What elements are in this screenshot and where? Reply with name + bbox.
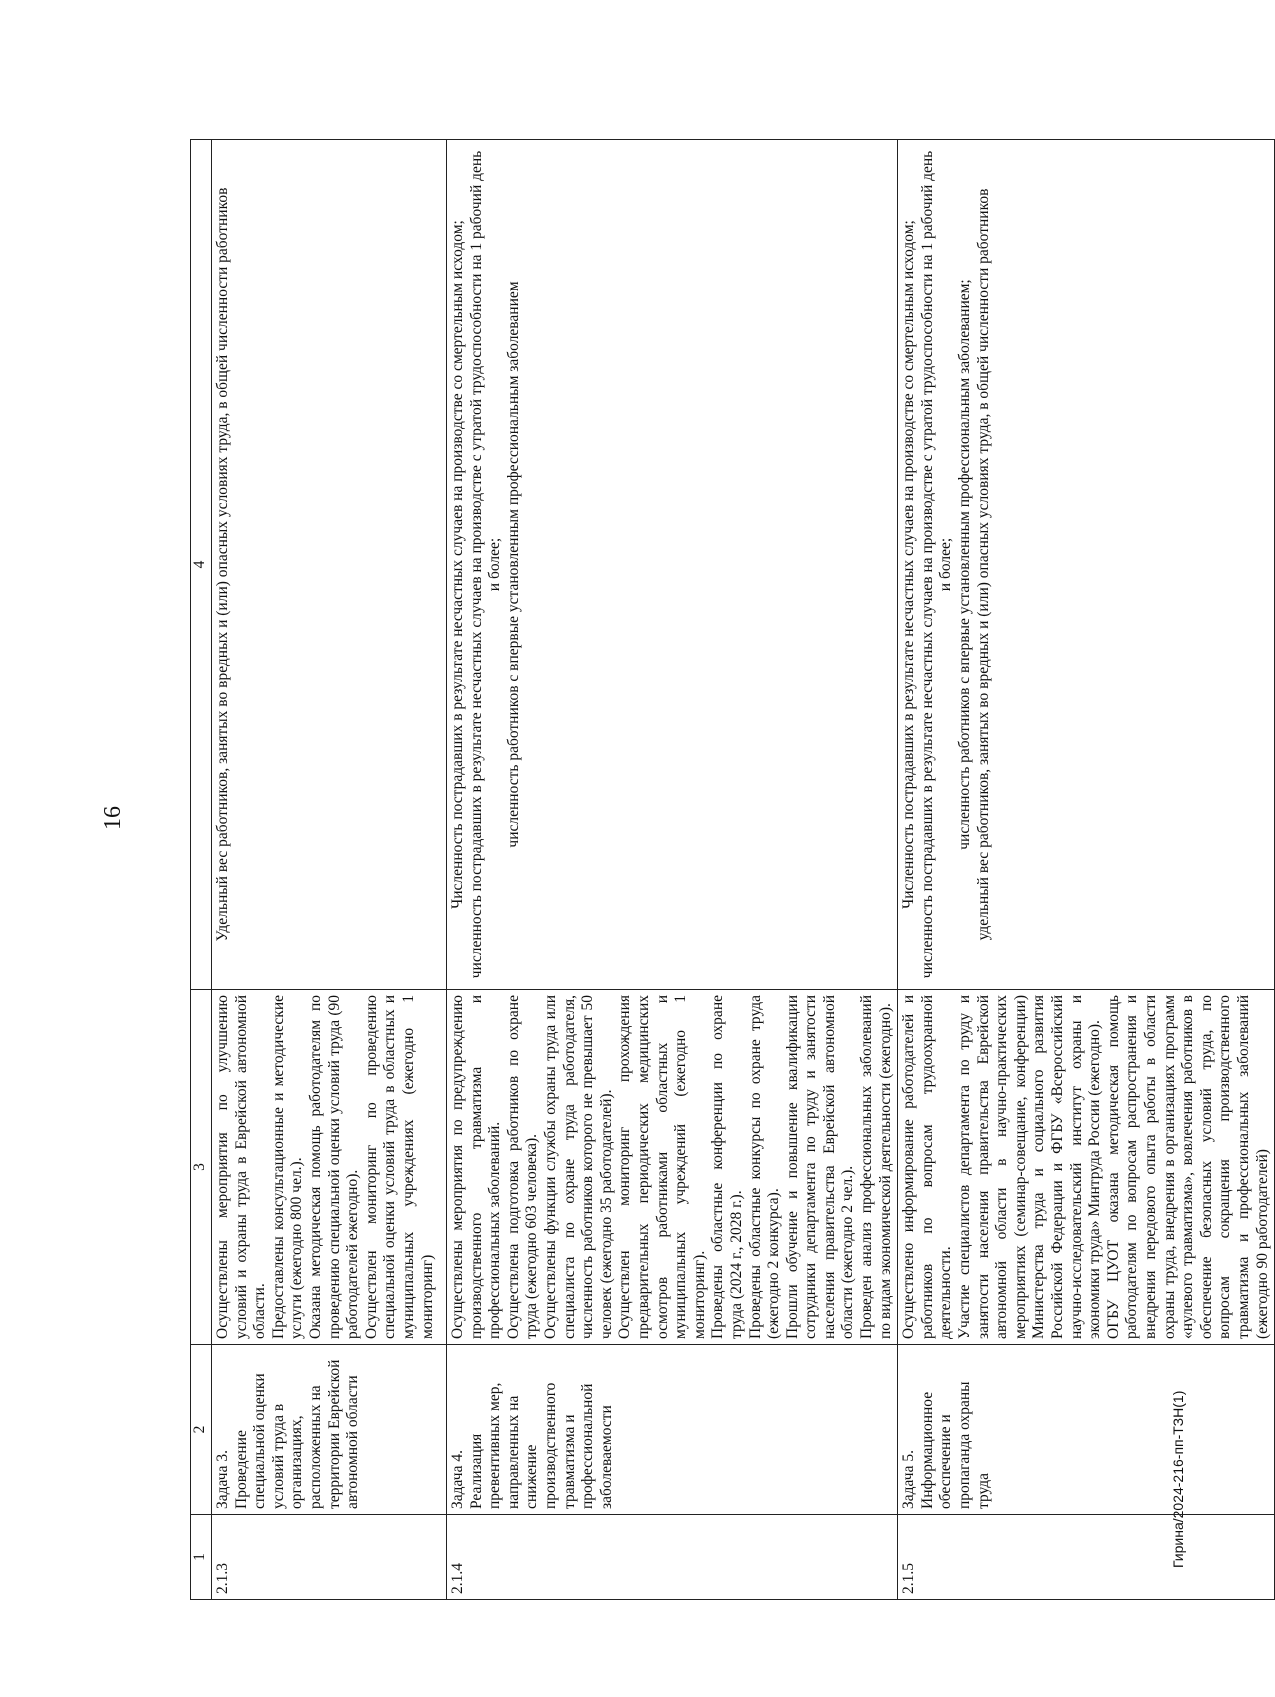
action-item: Проведен анализ профессиональных заболеваний по видам экономической деятельности (ежегодно). bbox=[858, 995, 894, 1339]
header-cell-1: 1 bbox=[191, 1515, 212, 1600]
indicator-item: Численность пострадавших в результате несчастных случаев на производстве со смертельным исходом; bbox=[900, 220, 918, 909]
row-number: 2.1.4 bbox=[447, 1515, 898, 1600]
action-item: Осуществлен мониторинг по проведению специальной оценки условий труда в областных и муниципальных учреждениях (ежегодно 1 мониторинг) bbox=[362, 995, 436, 1339]
program-table bbox=[190, 139, 1275, 1600]
page-number: 16 bbox=[100, 806, 126, 830]
indicator-item: Численность пострадавших в результате несчастных случаев на производстве со смертельным исходом; bbox=[449, 220, 466, 909]
indicator-item: численность работников с впервые установленным профессиональным заболеванием bbox=[504, 281, 522, 848]
table-body bbox=[212, 140, 1275, 1600]
action-item: Проведены областные конкурсы по охране труда (ежегодно 2 конкурса). bbox=[746, 995, 783, 1339]
task-label: Задача 5. bbox=[900, 1450, 918, 1509]
action-item: Осуществлены функции службы охраны труда или специалиста по охране труда работодателя, численность работников которого не превышает 50 человек (ежегодно 35 работодателей). bbox=[541, 995, 615, 1339]
task-cell bbox=[212, 1345, 447, 1515]
task-label: Задача 3. bbox=[214, 1450, 231, 1509]
actions-cell bbox=[898, 990, 1275, 1345]
action-item: Осуществлены мероприятия по предупреждению производственного травматизма и профессиональных заболеваний. bbox=[449, 995, 504, 1339]
table-row bbox=[212, 140, 447, 1600]
task-text: Проведение специальной оценки условий труда в организациях, расположенных на территории Еврейской автономной области bbox=[232, 1359, 362, 1509]
task-cell bbox=[898, 1345, 1275, 1515]
header-cell-3: 3 bbox=[191, 990, 212, 1345]
actions-cell bbox=[212, 990, 447, 1345]
table-row bbox=[447, 140, 898, 1600]
header-cell-4: 4 bbox=[191, 140, 212, 990]
task-text: Информационное обеспечение и пропаганда охраны труда bbox=[918, 1381, 992, 1509]
indicator-item: численность пострадавших в результате несчастных случаев на производстве с утратой трудоспособности на 1 рабочий день и более; bbox=[467, 150, 504, 979]
action-item: Участие специалистов департамента по труду и занятости населения правительства Еврейской автономной области в научно-практических мероприятиях (семинар-совещание, конференции) Министерства труда и социального развития Российской Федерации и ФГБУ «Всероссийский научно-исследовательский институт охраны и экономики труда» Минтруда России (ежегодно). bbox=[956, 995, 1104, 1339]
action-item: ОГБУ ЦУОТ оказана методическая помощь работодателям по вопросам распространения и внедрения передового опыта работы в области охраны труда, внедрения в организациях программ «нулевого травматизма», вовлечения работников в обеспечение безопасных условий труда, по вопросам сокращения производственного травматизма и профессиональных заболеваний (ежегодно 90 работодателей) bbox=[1104, 995, 1271, 1339]
indicators-cell bbox=[898, 140, 1275, 990]
indicators-cell bbox=[212, 140, 447, 990]
action-item: Осуществлен мониторинг прохождения предварительных периодических медицинских осмотров работниками областных и муниципальных учреждений (ежегодно 1 мониторинг). bbox=[616, 995, 708, 1339]
row-number: 2.1.3 bbox=[212, 1515, 447, 1600]
header-cell-2: 2 bbox=[191, 1345, 212, 1515]
indicator-item: удельный вес работников, занятых во вредных и (или) опасных условиях труда, в общей численности работников bbox=[974, 188, 992, 941]
action-item: Оказана методическая помощь работодателям по проведению специальной оценки условий труда (90 работодателей ежегодно). bbox=[306, 995, 362, 1339]
action-item: Предоставлены консультационные и методические услуги (ежегодно 800 чел.). bbox=[269, 995, 306, 1339]
actions-cell bbox=[447, 990, 898, 1345]
table-row bbox=[898, 140, 1275, 1600]
indicators-cell bbox=[447, 140, 898, 990]
action-item: Прошли обучение и повышение квалификации сотрудники департамента по труду и занятости населения правительства Еврейской автономной области (ежегодно 2 чел.). bbox=[783, 995, 857, 1339]
indicator-item: численность работников с впервые установленным профессиональным заболеванием; bbox=[956, 279, 974, 850]
action-item: Проведены областные конференции по охране труда (2024 г., 2028 г.). bbox=[709, 995, 745, 1339]
indicator-item: численность пострадавших в результате несчастных случаев на производстве с утратой трудоспособности на 1 рабочий день и более; bbox=[918, 150, 955, 979]
task-cell bbox=[447, 1345, 898, 1515]
row-number: 2.1.5 bbox=[898, 1515, 1275, 1600]
document-code: Гирина/2024-216-пп-ТЗН(1) bbox=[1170, 1390, 1186, 1568]
action-item: Осуществлено информирование работодателей и работников по вопросам трудоохранной деятельности. bbox=[900, 995, 955, 1339]
action-item: Осуществлена подготовка работников по охране труда (ежегодно 603 человека). bbox=[504, 995, 541, 1339]
action-item: Осуществлены мероприятия по улучшению условий и охраны труда в Еврейской автономной области. bbox=[214, 995, 269, 1339]
task-label: Задача 4. bbox=[449, 1450, 466, 1509]
task-text: Реализация превентивных мер, направленных на снижение производственного травматизма и профессиональной заболеваемости bbox=[467, 1382, 615, 1509]
indicator-item: Удельный вес работников, занятых во вредных и (или) опасных условиях труда, в общей численности работников bbox=[214, 187, 231, 942]
table-header-row bbox=[191, 140, 212, 1600]
